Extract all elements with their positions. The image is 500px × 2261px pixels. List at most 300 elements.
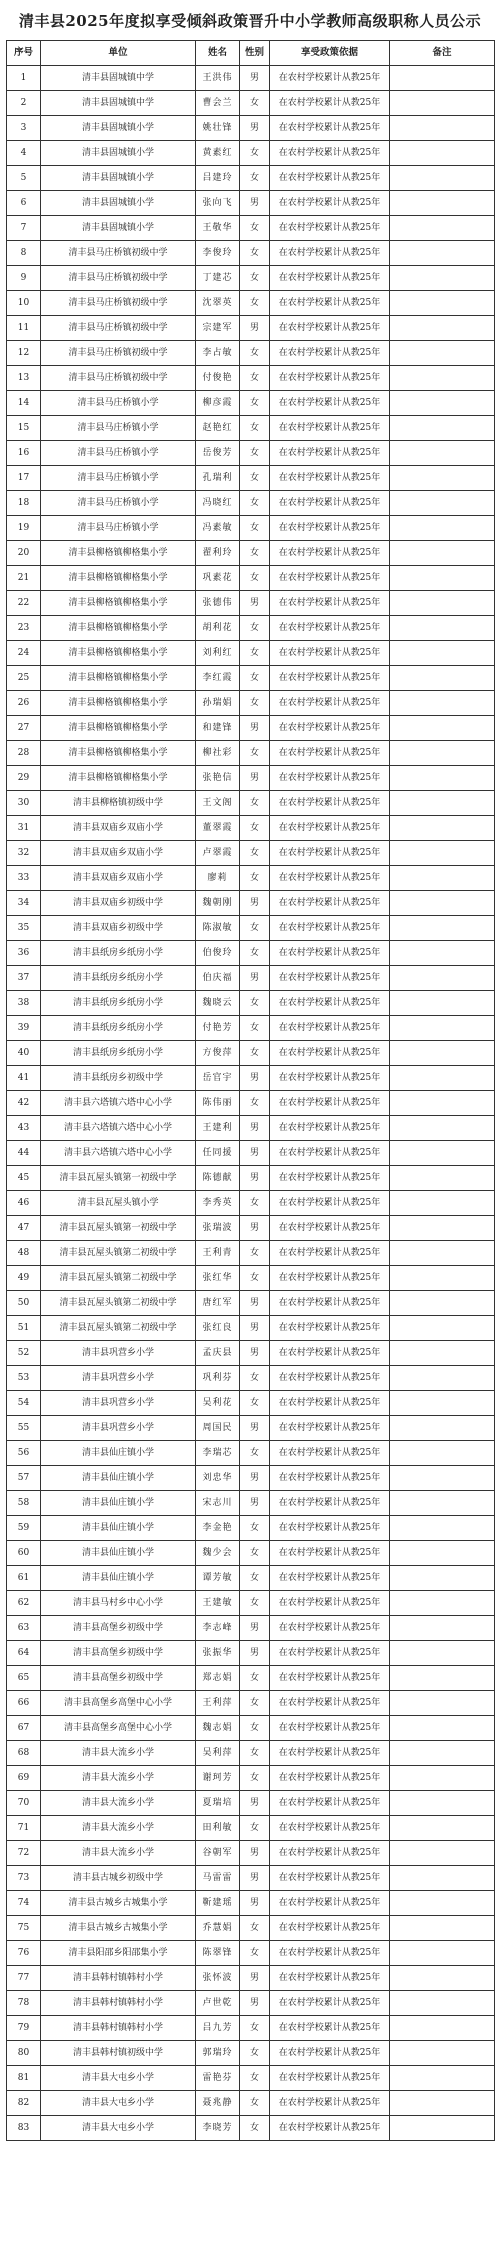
- cell-note: [390, 1616, 495, 1641]
- cell-sex: 女: [240, 2041, 270, 2066]
- table-row: [7, 791, 495, 816]
- cell-note: [390, 1766, 495, 1791]
- cell-basis: 在农村学校累计从教25年: [270, 766, 390, 791]
- table-row: [7, 1441, 495, 1466]
- cell-basis: 在农村学校累计从教25年: [270, 1316, 390, 1341]
- cell-name: 付艳芳: [196, 1016, 240, 1041]
- table-row: [7, 1616, 495, 1641]
- table-row: [7, 1041, 495, 1066]
- cell-note: [390, 866, 495, 891]
- cell-unit: 清丰县双庙乡双庙小学: [41, 816, 196, 841]
- cell-sex: 男: [240, 1066, 270, 1091]
- cell-note: [390, 1941, 495, 1966]
- cell-basis: 在农村学校累计从教25年: [270, 1366, 390, 1391]
- table-row: [7, 1091, 495, 1116]
- cell-name: 翟利玲: [196, 541, 240, 566]
- cell-basis: 在农村学校累计从教25年: [270, 991, 390, 1016]
- cell-sex: 女: [240, 241, 270, 266]
- cell-sex: 女: [240, 466, 270, 491]
- cell-note: [390, 1191, 495, 1216]
- cell-sex: 女: [240, 791, 270, 816]
- cell-unit: 清丰县双庙乡初级中学: [41, 916, 196, 941]
- cell-note: [390, 1216, 495, 1241]
- cell-basis: 在农村学校累计从教25年: [270, 1091, 390, 1116]
- table-row: [7, 1316, 495, 1341]
- cell-seq: 28: [7, 741, 41, 766]
- cell-seq: 4: [7, 141, 41, 166]
- cell-unit: 清丰县高堡乡高堡中心小学: [41, 1716, 196, 1741]
- table-row: [7, 1541, 495, 1566]
- cell-note: [390, 491, 495, 516]
- cell-sex: 男: [240, 191, 270, 216]
- cell-basis: 在农村学校累计从教25年: [270, 1266, 390, 1291]
- table-row: [7, 1366, 495, 1391]
- table-row: [7, 691, 495, 716]
- cell-seq: 77: [7, 1966, 41, 1991]
- cell-seq: 68: [7, 1741, 41, 1766]
- cell-seq: 26: [7, 691, 41, 716]
- cell-name: 胡利花: [196, 616, 240, 641]
- table-row: [7, 266, 495, 291]
- cell-basis: 在农村学校累计从教25年: [270, 91, 390, 116]
- cell-basis: 在农村学校累计从教25年: [270, 1016, 390, 1041]
- cell-seq: 16: [7, 441, 41, 466]
- cell-basis: 在农村学校累计从教25年: [270, 1616, 390, 1641]
- cell-name: 王建敏: [196, 1591, 240, 1616]
- cell-basis: 在农村学校累计从教25年: [270, 1191, 390, 1216]
- cell-unit: 清丰县马庄桥镇小学: [41, 441, 196, 466]
- cell-basis: 在农村学校累计从教25年: [270, 541, 390, 566]
- cell-note: [390, 791, 495, 816]
- cell-unit: 清丰县大流乡小学: [41, 1841, 196, 1866]
- cell-seq: 2: [7, 91, 41, 116]
- table-row: [7, 291, 495, 316]
- cell-note: [390, 991, 495, 1016]
- cell-basis: 在农村学校累计从教25年: [270, 1816, 390, 1841]
- cell-unit: 清丰县瓦屋头镇小学: [41, 1191, 196, 1216]
- cell-sex: 女: [240, 916, 270, 941]
- cell-name: 李红霞: [196, 666, 240, 691]
- cell-basis: 在农村学校累计从教25年: [270, 866, 390, 891]
- cell-name: 田利敏: [196, 1816, 240, 1841]
- cell-name: 陈德献: [196, 1166, 240, 1191]
- cell-note: [390, 2041, 495, 2066]
- cell-sex: 女: [240, 941, 270, 966]
- cell-sex: 女: [240, 1441, 270, 1466]
- cell-unit: 清丰县仙庄镇小学: [41, 1516, 196, 1541]
- table-row: [7, 66, 495, 91]
- cell-unit: 清丰县双庙乡初级中学: [41, 891, 196, 916]
- cell-basis: 在农村学校累计从教25年: [270, 341, 390, 366]
- cell-name: 李金艳: [196, 1516, 240, 1541]
- table-row: [7, 1491, 495, 1516]
- cell-unit: 清丰县马庄桥镇小学: [41, 466, 196, 491]
- cell-seq: 51: [7, 1316, 41, 1341]
- cell-sex: 女: [240, 1716, 270, 1741]
- cell-basis: 在农村学校累计从教25年: [270, 466, 390, 491]
- cell-seq: 1: [7, 66, 41, 91]
- cell-seq: 24: [7, 641, 41, 666]
- cell-name: 沈翠英: [196, 291, 240, 316]
- cell-name: 王敬华: [196, 216, 240, 241]
- table-row: [7, 1166, 495, 1191]
- cell-name: 岳俊芳: [196, 441, 240, 466]
- cell-basis: 在农村学校累计从教25年: [270, 1041, 390, 1066]
- cell-name: 魏晓云: [196, 991, 240, 1016]
- cell-seq: 14: [7, 391, 41, 416]
- cell-name: 王洪伟: [196, 66, 240, 91]
- cell-note: [390, 1591, 495, 1616]
- header-sex: 性别: [240, 41, 270, 66]
- cell-unit: 清丰县高堡乡高堡中心小学: [41, 1691, 196, 1716]
- cell-seq: 82: [7, 2091, 41, 2116]
- cell-note: [390, 466, 495, 491]
- cell-unit: 清丰县柳格镇柳格集小学: [41, 591, 196, 616]
- cell-name: 柳彦霞: [196, 391, 240, 416]
- cell-sex: 女: [240, 1941, 270, 1966]
- cell-name: 雷艳芬: [196, 2066, 240, 2091]
- cell-basis: 在农村学校累计从教25年: [270, 2066, 390, 2091]
- cell-basis: 在农村学校累计从教25年: [270, 191, 390, 216]
- cell-unit: 清丰县马庄桥镇初级中学: [41, 366, 196, 391]
- cell-note: [390, 1016, 495, 1041]
- cell-note: [390, 591, 495, 616]
- cell-name: 刘利红: [196, 641, 240, 666]
- cell-name: 孟庆县: [196, 1341, 240, 1366]
- table-row: [7, 516, 495, 541]
- table-row: [7, 1391, 495, 1416]
- cell-note: [390, 441, 495, 466]
- cell-note: [390, 1691, 495, 1716]
- table-row: [7, 591, 495, 616]
- cell-seq: 66: [7, 1691, 41, 1716]
- cell-sex: 女: [240, 666, 270, 691]
- table-row: [7, 2091, 495, 2116]
- cell-basis: 在农村学校累计从教25年: [270, 166, 390, 191]
- cell-seq: 49: [7, 1266, 41, 1291]
- table-row: [7, 616, 495, 641]
- cell-unit: 清丰县马庄桥镇初级中学: [41, 341, 196, 366]
- cell-basis: 在农村学校累计从教25年: [270, 816, 390, 841]
- cell-note: [390, 2091, 495, 2116]
- cell-name: 岳官宇: [196, 1066, 240, 1091]
- cell-note: [390, 416, 495, 441]
- cell-unit: 清丰县固城镇小学: [41, 191, 196, 216]
- cell-unit: 清丰县仙庄镇小学: [41, 1566, 196, 1591]
- cell-seq: 17: [7, 466, 41, 491]
- cell-unit: 清丰县大流乡小学: [41, 1741, 196, 1766]
- cell-seq: 56: [7, 1441, 41, 1466]
- table-row: [7, 216, 495, 241]
- cell-name: 张怀波: [196, 1966, 240, 1991]
- cell-note: [390, 2116, 495, 2141]
- cell-note: [390, 691, 495, 716]
- cell-unit: 清丰县纸房乡纸房小学: [41, 966, 196, 991]
- cell-unit: 清丰县固城镇小学: [41, 166, 196, 191]
- cell-unit: 清丰县仙庄镇小学: [41, 1491, 196, 1516]
- table-row: [7, 1341, 495, 1366]
- cell-sex: 男: [240, 1891, 270, 1916]
- cell-note: [390, 1141, 495, 1166]
- cell-unit: 清丰县巩营乡小学: [41, 1366, 196, 1391]
- cell-sex: 男: [240, 716, 270, 741]
- table-row: [7, 91, 495, 116]
- cell-sex: 女: [240, 1666, 270, 1691]
- cell-seq: 22: [7, 591, 41, 616]
- cell-name: 冯素敏: [196, 516, 240, 541]
- cell-sex: 女: [240, 991, 270, 1016]
- cell-name: 聂兆静: [196, 2091, 240, 2116]
- table-row: [7, 166, 495, 191]
- table-row: [7, 966, 495, 991]
- cell-name: 巩素花: [196, 566, 240, 591]
- table-header-row: [7, 41, 495, 66]
- cell-sex: 男: [240, 1341, 270, 1366]
- table-row: [7, 1466, 495, 1491]
- page-title: 清丰县2025年度拟享受倾斜政策晋升中小学教师高级职称人员公示: [18, 11, 482, 30]
- cell-note: [390, 1741, 495, 1766]
- cell-note: [390, 1666, 495, 1691]
- cell-basis: 在农村学校累计从教25年: [270, 241, 390, 266]
- cell-sex: 女: [240, 1191, 270, 1216]
- table-row: [7, 416, 495, 441]
- cell-unit: 清丰县六塔镇六塔中心小学: [41, 1091, 196, 1116]
- cell-seq: 58: [7, 1491, 41, 1516]
- cell-name: 孔瑞利: [196, 466, 240, 491]
- cell-sex: 女: [240, 1916, 270, 1941]
- cell-note: [390, 1641, 495, 1666]
- cell-basis: 在农村学校累计从教25年: [270, 941, 390, 966]
- cell-name: 郑志娟: [196, 1666, 240, 1691]
- cell-seq: 41: [7, 1066, 41, 1091]
- cell-sex: 男: [240, 766, 270, 791]
- cell-note: [390, 1816, 495, 1841]
- cell-seq: 33: [7, 866, 41, 891]
- cell-sex: 女: [240, 816, 270, 841]
- cell-seq: 63: [7, 1616, 41, 1641]
- cell-unit: 清丰县柳格镇柳格集小学: [41, 716, 196, 741]
- cell-seq: 81: [7, 2066, 41, 2091]
- cell-name: 张振华: [196, 1641, 240, 1666]
- cell-note: [390, 1466, 495, 1491]
- cell-name: 夏瑞培: [196, 1791, 240, 1816]
- cell-seq: 40: [7, 1041, 41, 1066]
- cell-basis: 在农村学校累计从教25年: [270, 1516, 390, 1541]
- cell-name: 张德伟: [196, 591, 240, 616]
- cell-seq: 15: [7, 416, 41, 441]
- cell-note: [390, 2016, 495, 2041]
- cell-unit: 清丰县阳邵乡阳邵集小学: [41, 1941, 196, 1966]
- table-row: [7, 2041, 495, 2066]
- cell-sex: 女: [240, 266, 270, 291]
- cell-basis: 在农村学校累计从教25年: [270, 1591, 390, 1616]
- cell-basis: 在农村学校累计从教25年: [270, 1991, 390, 2016]
- cell-seq: 50: [7, 1291, 41, 1316]
- cell-note: [390, 1316, 495, 1341]
- cell-note: [390, 1516, 495, 1541]
- cell-basis: 在农村学校累计从教25年: [270, 1141, 390, 1166]
- cell-seq: 27: [7, 716, 41, 741]
- cell-name: 李瑞芯: [196, 1441, 240, 1466]
- cell-seq: 20: [7, 541, 41, 566]
- cell-unit: 清丰县大流乡小学: [41, 1791, 196, 1816]
- cell-name: 吴利花: [196, 1391, 240, 1416]
- cell-name: 魏朝刚: [196, 891, 240, 916]
- cell-basis: 在农村学校累计从教25年: [270, 491, 390, 516]
- cell-note: [390, 616, 495, 641]
- cell-note: [390, 141, 495, 166]
- cell-unit: 清丰县双庙乡双庙小学: [41, 841, 196, 866]
- cell-basis: 在农村学校累计从教25年: [270, 1166, 390, 1191]
- cell-unit: 清丰县马庄桥镇小学: [41, 491, 196, 516]
- cell-seq: 80: [7, 2041, 41, 2066]
- cell-unit: 清丰县大屯乡小学: [41, 2091, 196, 2116]
- cell-note: [390, 966, 495, 991]
- table-row: [7, 1666, 495, 1691]
- cell-sex: 女: [240, 1591, 270, 1616]
- table-row: [7, 391, 495, 416]
- cell-name: 王利萍: [196, 1691, 240, 1716]
- cell-name: 谭芳敏: [196, 1566, 240, 1591]
- cell-seq: 9: [7, 266, 41, 291]
- cell-note: [390, 916, 495, 941]
- cell-note: [390, 1491, 495, 1516]
- cell-name: 宗建军: [196, 316, 240, 341]
- cell-sex: 女: [240, 741, 270, 766]
- cell-sex: 男: [240, 1841, 270, 1866]
- cell-basis: 在农村学校累计从教25年: [270, 691, 390, 716]
- table-row: [7, 241, 495, 266]
- cell-basis: 在农村学校累计从教25年: [270, 841, 390, 866]
- cell-note: [390, 2066, 495, 2091]
- cell-basis: 在农村学校累计从教25年: [270, 1566, 390, 1591]
- cell-unit: 清丰县柳格镇柳格集小学: [41, 691, 196, 716]
- cell-basis: 在农村学校累计从教25年: [270, 641, 390, 666]
- cell-note: [390, 341, 495, 366]
- table-row: [7, 141, 495, 166]
- table-row: [7, 641, 495, 666]
- cell-seq: 31: [7, 816, 41, 841]
- table-row: [7, 1566, 495, 1591]
- cell-name: 张艳信: [196, 766, 240, 791]
- cell-basis: 在农村学校累计从教25年: [270, 1291, 390, 1316]
- cell-name: 柳社彩: [196, 741, 240, 766]
- table-row: [7, 341, 495, 366]
- cell-name: 方俊萍: [196, 1041, 240, 1066]
- cell-sex: 男: [240, 1791, 270, 1816]
- cell-unit: 清丰县纸房乡纸房小学: [41, 1041, 196, 1066]
- cell-note: [390, 166, 495, 191]
- cell-note: [390, 1791, 495, 1816]
- table-row: [7, 841, 495, 866]
- cell-unit: 清丰县瓦屋头镇第二初级中学: [41, 1266, 196, 1291]
- cell-name: 吴利萍: [196, 1741, 240, 1766]
- cell-basis: 在农村学校累计从教25年: [270, 2116, 390, 2141]
- cell-sex: 女: [240, 1091, 270, 1116]
- cell-note: [390, 1066, 495, 1091]
- cell-basis: 在农村学校累计从教25年: [270, 616, 390, 641]
- cell-note: [390, 1716, 495, 1741]
- cell-sex: 男: [240, 1641, 270, 1666]
- table-row: [7, 316, 495, 341]
- cell-name: 王利青: [196, 1241, 240, 1266]
- cell-note: [390, 541, 495, 566]
- cell-note: [390, 841, 495, 866]
- cell-note: [390, 116, 495, 141]
- table-row: [7, 1966, 495, 1991]
- table-row: [7, 716, 495, 741]
- cell-sex: 女: [240, 2016, 270, 2041]
- cell-sex: 女: [240, 1366, 270, 1391]
- cell-seq: 5: [7, 166, 41, 191]
- cell-sex: 女: [240, 1541, 270, 1566]
- cell-unit: 清丰县固城镇小学: [41, 216, 196, 241]
- table-row: [7, 1141, 495, 1166]
- cell-seq: 32: [7, 841, 41, 866]
- cell-sex: 男: [240, 1416, 270, 1441]
- cell-name: 吕建玲: [196, 166, 240, 191]
- cell-note: [390, 1541, 495, 1566]
- cell-unit: 清丰县马村乡中心小学: [41, 1591, 196, 1616]
- cell-sex: 男: [240, 1491, 270, 1516]
- cell-basis: 在农村学校累计从教25年: [270, 1941, 390, 1966]
- cell-note: [390, 941, 495, 966]
- cell-unit: 清丰县巩营乡小学: [41, 1391, 196, 1416]
- cell-name: 李占敏: [196, 341, 240, 366]
- cell-seq: 10: [7, 291, 41, 316]
- cell-sex: 女: [240, 2116, 270, 2141]
- cell-seq: 45: [7, 1166, 41, 1191]
- cell-unit: 清丰县柳格镇柳格集小学: [41, 641, 196, 666]
- cell-name: 孙瑞娟: [196, 691, 240, 716]
- table-row: [7, 1641, 495, 1666]
- table-row: [7, 891, 495, 916]
- table-row: [7, 1766, 495, 1791]
- cell-sex: 男: [240, 1466, 270, 1491]
- cell-basis: 在农村学校累计从教25年: [270, 1666, 390, 1691]
- table-row: [7, 541, 495, 566]
- cell-sex: 女: [240, 91, 270, 116]
- table-row: [7, 1691, 495, 1716]
- cell-name: 伯俊玲: [196, 941, 240, 966]
- cell-basis: 在农村学校累计从教25年: [270, 391, 390, 416]
- cell-seq: 52: [7, 1341, 41, 1366]
- cell-basis: 在农村学校累计从教25年: [270, 1216, 390, 1241]
- cell-sex: 女: [240, 291, 270, 316]
- table-row: [7, 1741, 495, 1766]
- cell-name: 陈淑敏: [196, 916, 240, 941]
- cell-note: [390, 1291, 495, 1316]
- cell-note: [390, 891, 495, 916]
- cell-sex: 女: [240, 1266, 270, 1291]
- cell-seq: 7: [7, 216, 41, 241]
- cell-unit: 清丰县柳格镇初级中学: [41, 791, 196, 816]
- cell-seq: 59: [7, 1516, 41, 1541]
- table-row: [7, 1891, 495, 1916]
- cell-note: [390, 91, 495, 116]
- cell-unit: 清丰县柳格镇柳格集小学: [41, 616, 196, 641]
- cell-seq: 6: [7, 191, 41, 216]
- cell-sex: 女: [240, 691, 270, 716]
- cell-seq: 42: [7, 1091, 41, 1116]
- cell-unit: 清丰县巩营乡小学: [41, 1341, 196, 1366]
- cell-basis: 在农村学校累计从教25年: [270, 441, 390, 466]
- table-row: [7, 1916, 495, 1941]
- cell-unit: 清丰县大屯乡小学: [41, 2116, 196, 2141]
- cell-basis: 在农村学校累计从教25年: [270, 1891, 390, 1916]
- cell-unit: 清丰县瓦屋头镇第二初级中学: [41, 1316, 196, 1341]
- cell-unit: 清丰县马庄桥镇初级中学: [41, 241, 196, 266]
